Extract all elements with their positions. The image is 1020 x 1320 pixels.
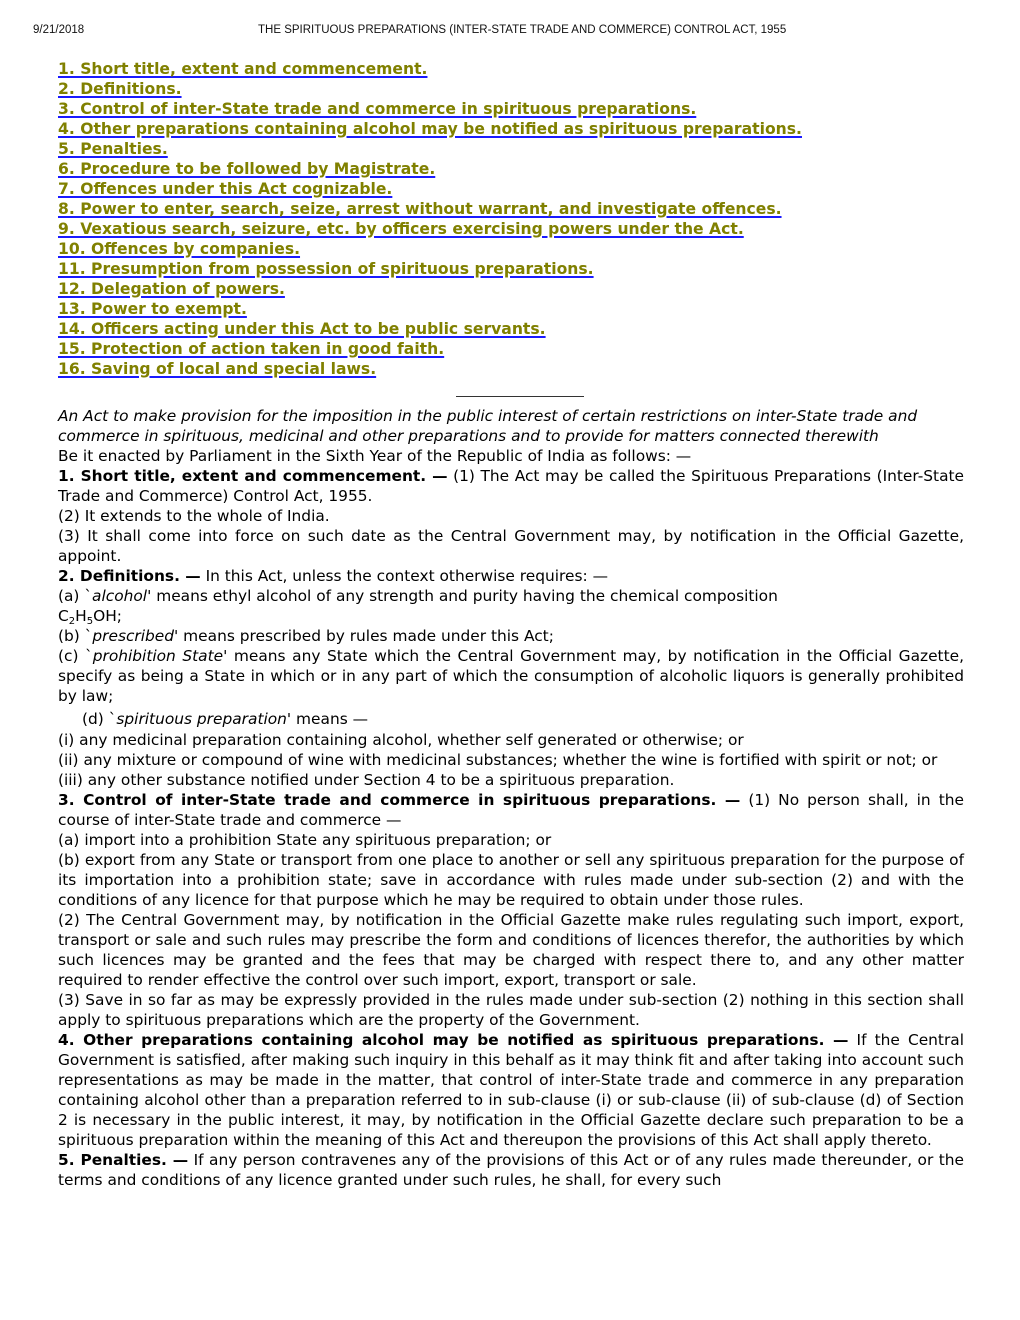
definition-prescribed: (b) `prescribed' means prescribed by rules made under this Act; (58, 627, 554, 645)
definition-alcohol: (a) `alcohol' means ethyl alcohol of any strength and purity having the chemical composition (58, 587, 778, 605)
toc-item (58, 79, 964, 99)
act-content (58, 59, 964, 1190)
definition-spirituous-preparation: (d) `spirituous preparation' means — (82, 710, 368, 728)
print-date: 9/21/2018 (33, 24, 85, 36)
section-heading: 2. Definitions. — (58, 567, 201, 585)
toc-item (58, 279, 964, 299)
toc-item (58, 319, 964, 339)
defined-term: prohibition State (92, 647, 224, 665)
definition-prohibition-state: (c) `prohibition State' means any State which the Central Government may, by notification in the Official Gazette, specify as being a State in which or in any part of which the consumption of alcoholic liquors is generally prohibited by law; (58, 647, 964, 705)
toc-item (58, 159, 964, 179)
toc-item (58, 239, 964, 259)
defined-term: prescribed (92, 627, 175, 645)
section-1-clause-2: (2) It extends to the whole of India. (58, 507, 330, 525)
toc-link-section-8[interactable]: 8. Power to enter, search, seize, arrest without warrant, and investigate offences. (58, 200, 782, 218)
section-3-clause-a: (a) import into a prohibition State any spirituous preparation; or (58, 831, 552, 849)
toc-link-section-7[interactable]: 7. Offences under this Act cognizable. (58, 180, 393, 198)
toc-link-section-10[interactable]: 10. Offences by companies. (58, 240, 301, 258)
section-4: 4. Other preparations containing alcohol may be notified as spirituous preparations. — If the Central Government is satisfied, after making such inquiry in this behalf as it may think fit and after taking into account such representations as may be made in the matter, that control of inter-State trade and commerce in any preparation containing alcohol other than a preparation referred to in sub-clause (i) or sub-clause (ii) of sub-clause (d) of Section 2 is necessary in the public interest, it may, by notification in the Official Gazette declare such preparation to be a spirituous preparation within the meaning of this Act and thereupon the provisions of this Act shall apply thereto. (58, 1031, 965, 1149)
sub-clause-ii: (ii) any mixture or compound of wine with medicinal substances; whether the wine is fortified with spirit or not; or (58, 751, 938, 769)
section-heading: 5. Penalties. — (58, 1151, 189, 1169)
toc-item (58, 139, 964, 159)
section-3-clause-2: (2) The Central Government may, by notification in the Official Gazette make rules regulating such import, export, transport or sale and such rules may prescribe the form and conditions of licences therefor, the authorities by which such licences may be granted and the fees that may be charged with respect there to, and any other matter required to render effective the control over such import, export, transport or sale. (58, 911, 964, 989)
toc-link-section-11[interactable]: 11. Presumption from possession of spirituous preparations. (58, 260, 594, 278)
section-heading: 1. Short title, extent and commencement. — (58, 467, 448, 485)
toc-link-section-6[interactable]: 6. Procedure to be followed by Magistrate. (58, 160, 436, 178)
toc-link-section-13[interactable]: 13. Power to exempt. (58, 300, 247, 318)
section-heading: 3. Control of inter-State trade and commerce in spirituous preparations. — (58, 791, 741, 809)
section-5: 5. Penalties. — If any person contravenes any of the provisions of this Act or of any rules made thereunder, or the terms and conditions of any licence granted under such rules, he shall, for every such (58, 1151, 965, 1189)
table-of-contents (58, 59, 964, 379)
defined-term: alcohol (92, 587, 148, 605)
toc-item (58, 119, 964, 139)
toc-item (58, 99, 964, 119)
toc-item (58, 299, 964, 319)
toc-item (58, 199, 964, 219)
document-title: THE SPIRITUOUS PREPARATIONS (INTER-STATE TRADE AND COMMERCE) CONTROL ACT, 1955 (258, 24, 787, 36)
toc-item (58, 259, 964, 279)
print-header (0, 24, 1020, 40)
toc-link-section-12[interactable]: 12. Delegation of powers. (58, 280, 285, 298)
section-1: 1. Short title, extent and commencement. — (1) The Act may be called the Spirituous Preparations (Inter-State Trade and Commerce) Control Act, 1955. (58, 467, 965, 505)
divider (456, 396, 584, 397)
sub-clause-iii: (iii) any other substance notified under Section 4 to be a spirituous preparation. (58, 771, 675, 789)
enactment-clause: Be it enacted by Parliament in the Sixth Year of the Republic of India as follows: — (58, 447, 692, 465)
toc-link-section-15[interactable]: 15. Protection of action taken in good faith. (58, 340, 445, 358)
toc-link-section-16[interactable]: 16. Saving of local and special laws. (58, 360, 377, 378)
toc-link-section-1[interactable]: 1. Short title, extent and commencement. (58, 60, 428, 78)
preamble: An Act to make provision for the imposition in the public interest of certain restrictions on inter-State trade and commerce in spirituous, medicinal and other preparations and to provide for matters connected therewith (58, 407, 918, 445)
toc-link-section-9[interactable]: 9. Vexatious search, seizure, etc. by officers exercising powers under the Act. (58, 220, 744, 238)
toc-link-section-5[interactable]: 5. Penalties. (58, 140, 168, 158)
toc-link-section-4[interactable]: 4. Other preparations containing alcohol may be notified as spirituous preparations. (58, 120, 802, 138)
toc-item (58, 59, 964, 79)
toc-item (58, 179, 964, 199)
toc-link-section-2[interactable]: 2. Definitions. (58, 80, 182, 98)
section-3-clause-3: (3) Save in so far as may be expressly provided in the rules made under sub-section (2) nothing in this section shall apply to spirituous preparations which are the property of the Government. (58, 991, 964, 1029)
toc-link-section-3[interactable]: 3. Control of inter-State trade and commerce in spirituous preparations. (58, 100, 697, 118)
toc-item (58, 359, 964, 379)
section-2: 2. Definitions. — In this Act, unless the context otherwise requires: — (58, 567, 608, 585)
section-3-clause-b: (b) export from any State or transport from one place to another or sell any spirituous preparation for the purpose of its importation into a prohibition state; save in accordance with rules made under sub-section (2) and with the conditions of any licence for that purpose which he may be required to obtain under those rules. (58, 851, 964, 909)
section-1-clause-3: (3) It shall come into force on such date as the Central Government may, by notification in the Official Gazette, appoint. (58, 527, 964, 565)
sub-clause-i: (i) any medicinal preparation containing alcohol, whether self generated or otherwise; or (58, 731, 744, 749)
toc-item (58, 219, 964, 239)
section-heading: 4. Other preparations containing alcohol may be notified as spirituous preparations. — (58, 1031, 849, 1049)
defined-term: spirituous preparation (116, 710, 287, 728)
section-3: 3. Control of inter-State trade and commerce in spirituous preparations. — (1) No person shall, in the course of inter-State trade and commerce — (58, 791, 964, 829)
toc-link-section-14[interactable]: 14. Officers acting under this Act to be public servants. (58, 320, 546, 338)
chemical-formula: $C_2H_5OH$; (58, 607, 122, 627)
toc-item (58, 339, 964, 359)
